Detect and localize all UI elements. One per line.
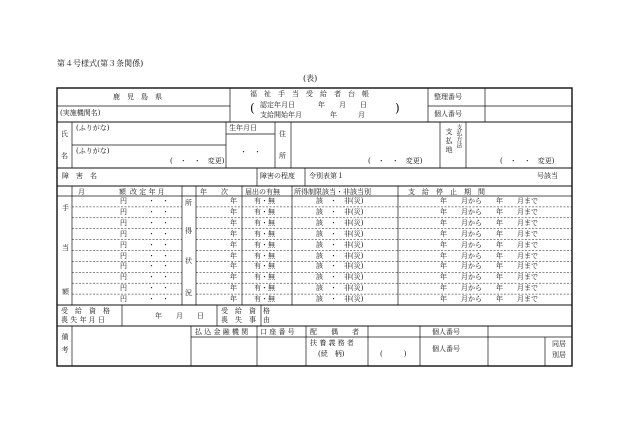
year-nen: 年 bbox=[230, 273, 237, 282]
spouse-kojin-label: 個人番号 bbox=[432, 328, 460, 336]
year-nen: 年 bbox=[230, 284, 237, 293]
gou-label: 号該当 bbox=[537, 172, 558, 180]
start-month-value: 年 月 bbox=[330, 111, 365, 119]
amount-yen: 円 bbox=[120, 251, 127, 260]
bank-label: 払 込 金 融 機 関 bbox=[195, 328, 249, 336]
revision-dots: ・ ・ bbox=[148, 273, 169, 282]
teate-char-3: 額 bbox=[62, 288, 69, 296]
kojin-number-label: 個人番号 bbox=[434, 110, 462, 118]
income-char-3: 状 bbox=[185, 257, 192, 265]
year-nen: 年 bbox=[230, 262, 237, 271]
year-nen: 年 bbox=[230, 218, 237, 227]
loss-label-a: 受 給 資 格 bbox=[61, 307, 110, 315]
reported-umu: 有・無 bbox=[254, 273, 275, 282]
limit-gai: 該 ・ 非(災) bbox=[316, 251, 364, 260]
furigana-1: (ふりがな) bbox=[76, 124, 110, 132]
form-number: 第４号様式(第３条関係) bbox=[57, 59, 144, 68]
income-char-1: 所 bbox=[185, 199, 192, 207]
limit-gai: 該 ・ 非(災) bbox=[316, 218, 364, 227]
jyu-label: 住 bbox=[279, 130, 286, 138]
amount-yen: 円 bbox=[120, 229, 127, 238]
limit-gai: 該 ・ 非(災) bbox=[316, 229, 364, 238]
amount-yen: 円 bbox=[120, 262, 127, 271]
teate-char-1: 手 bbox=[62, 204, 69, 212]
revision-dots: ・ ・ bbox=[148, 218, 169, 227]
cert-date-value: 年 月 日 bbox=[318, 101, 367, 109]
reported-umu: 有・無 bbox=[254, 229, 275, 238]
birth-label: 生年月日 bbox=[229, 124, 257, 132]
doukyo-label: 同居 bbox=[552, 340, 566, 348]
loss-reason-a: 受 給 資 格 bbox=[221, 307, 270, 315]
suspend-period: 年 月から 年 月まで bbox=[440, 218, 538, 227]
col-amount: 額 bbox=[119, 188, 126, 196]
reported-umu: 有・無 bbox=[254, 251, 275, 260]
reported-umu: 有・無 bbox=[254, 262, 275, 271]
pay-change: ( ・ ・ 変更) bbox=[500, 157, 555, 165]
income-char-4: 況 bbox=[185, 289, 192, 297]
limit-gai: 該 ・ 非(災) bbox=[316, 207, 364, 216]
revision-dots: ・ ・ bbox=[148, 240, 169, 249]
mei-label: 名 bbox=[61, 152, 68, 160]
limit-gai: 該 ・ 非(災) bbox=[316, 295, 364, 304]
seiri-number-label: 整理番号 bbox=[434, 93, 462, 101]
biko-label: 備考 bbox=[61, 333, 69, 359]
reported-umu: 有・無 bbox=[254, 197, 275, 205]
year-nen: 年 bbox=[230, 251, 237, 260]
year-nen: 年 bbox=[230, 240, 237, 249]
revision-dots: ・ ・ bbox=[148, 251, 169, 260]
revision-dots: ・ ・ bbox=[148, 284, 169, 293]
amount-yen: 円 bbox=[120, 207, 127, 216]
limit-gai: 該 ・ 非(災) bbox=[316, 262, 364, 271]
address-change: ( ・ ・ 変更) bbox=[368, 157, 423, 165]
col-reported: 届出の有無 bbox=[245, 188, 280, 196]
col-year: 年 次 bbox=[200, 188, 228, 196]
year-nen: 年 bbox=[230, 197, 237, 205]
prefecture-name: 鹿 児 島 県 bbox=[113, 93, 162, 101]
bracket-right: ) bbox=[395, 101, 400, 115]
year-nen: 年 bbox=[230, 229, 237, 238]
name-change: ( ・ ・ 変更) bbox=[170, 157, 225, 165]
bracket-left: ( bbox=[250, 101, 255, 115]
suspend-period: 年 月から 年 月まで bbox=[440, 273, 538, 282]
suspend-period: 年 月から 年 月まで bbox=[440, 207, 538, 216]
year-nen: 年 bbox=[230, 295, 237, 304]
reported-umu: 有・無 bbox=[254, 218, 275, 227]
limit-gai: 該 ・ 非(災) bbox=[316, 284, 364, 293]
amount-yen: 円 bbox=[120, 240, 127, 249]
reported-umu: 有・無 bbox=[254, 295, 275, 304]
revision-dots: ・ ・ bbox=[148, 197, 169, 205]
col-month: 月 bbox=[78, 188, 85, 196]
loss-reason-b: 喪 失 事 由 bbox=[221, 316, 270, 324]
limit-gai: 該 ・ 非(災) bbox=[316, 273, 364, 282]
reported-umu: 有・無 bbox=[254, 207, 275, 216]
col-limit: 所得制限該当・非該当別 bbox=[294, 188, 371, 196]
amount-yen: 円 bbox=[120, 273, 127, 282]
limit-gai: 該 ・ 非(災) bbox=[316, 240, 364, 249]
birth-dots: ・ ・ bbox=[240, 148, 261, 156]
amount-yen: 円 bbox=[120, 197, 127, 205]
shi-label: 氏 bbox=[61, 130, 68, 138]
suspend-period: 年 月から 年 月まで bbox=[440, 197, 538, 205]
pay-location-label: 支払地 bbox=[445, 128, 453, 155]
spouse-label: 配 偶 者 bbox=[310, 328, 359, 336]
pay-method-label: 支払方法 bbox=[455, 124, 462, 148]
account-label: 口 座 番 号 bbox=[260, 328, 295, 336]
disability-name-label: 障 害 名 bbox=[62, 172, 97, 180]
relation-label: (続 柄) bbox=[318, 350, 345, 358]
suspend-period: 年 月から 年 月まで bbox=[440, 229, 538, 238]
revision-dots: ・ ・ bbox=[148, 207, 169, 216]
support-kojin-label: 個人番号 bbox=[432, 345, 460, 353]
suspend-period: 年 月から 年 月まで bbox=[440, 251, 538, 260]
col-revision: 改 定 年 月 bbox=[130, 188, 165, 196]
relation-paren: ( ) bbox=[380, 350, 407, 358]
suspend-period: 年 月から 年 月まで bbox=[440, 262, 538, 271]
furigana-2: (ふりがな) bbox=[76, 147, 110, 155]
disability-degree-label: 障害の程度 bbox=[260, 172, 295, 180]
income-char-2: 得 bbox=[185, 227, 192, 235]
loss-label-b: 喪 失 年 月 日 bbox=[61, 316, 105, 324]
suspend-period: 年 月から 年 月まで bbox=[440, 295, 538, 304]
revision-dots: ・ ・ bbox=[148, 262, 169, 271]
amount-yen: 円 bbox=[120, 284, 127, 293]
reported-umu: 有・無 bbox=[254, 284, 275, 293]
suspend-period: 年 月から 年 月まで bbox=[440, 284, 538, 293]
loss-date: 年 月 日 bbox=[155, 312, 204, 320]
support-label: 扶 養 義 務 者 bbox=[310, 339, 354, 347]
col-suspend: 支 給 停 止 期 間 bbox=[408, 188, 485, 196]
table-ref: 令別表第１ bbox=[309, 172, 344, 180]
limit-gai: 該 ・ 非(災) bbox=[316, 197, 364, 205]
teate-char-2: 当 bbox=[62, 244, 69, 252]
side-label: (表) bbox=[303, 74, 318, 83]
bekkyo-label: 別居 bbox=[552, 351, 566, 359]
amount-yen: 円 bbox=[120, 218, 127, 227]
agency-name-label: (実施機関名) bbox=[60, 109, 101, 117]
cert-date-label: 認定年月日 bbox=[260, 101, 295, 109]
sho-label: 所 bbox=[279, 152, 286, 160]
year-nen: 年 bbox=[230, 207, 237, 216]
revision-dots: ・ ・ bbox=[148, 229, 169, 238]
suspend-period: 年 月から 年 月まで bbox=[440, 240, 538, 249]
start-month-label: 支給開始年月 bbox=[260, 111, 302, 119]
revision-dots: ・ ・ bbox=[148, 295, 169, 304]
amount-yen: 円 bbox=[120, 295, 127, 304]
reported-umu: 有・無 bbox=[254, 240, 275, 249]
ledger-title: 福 祉 手 当 受 給 者 台 帳 bbox=[250, 90, 369, 98]
